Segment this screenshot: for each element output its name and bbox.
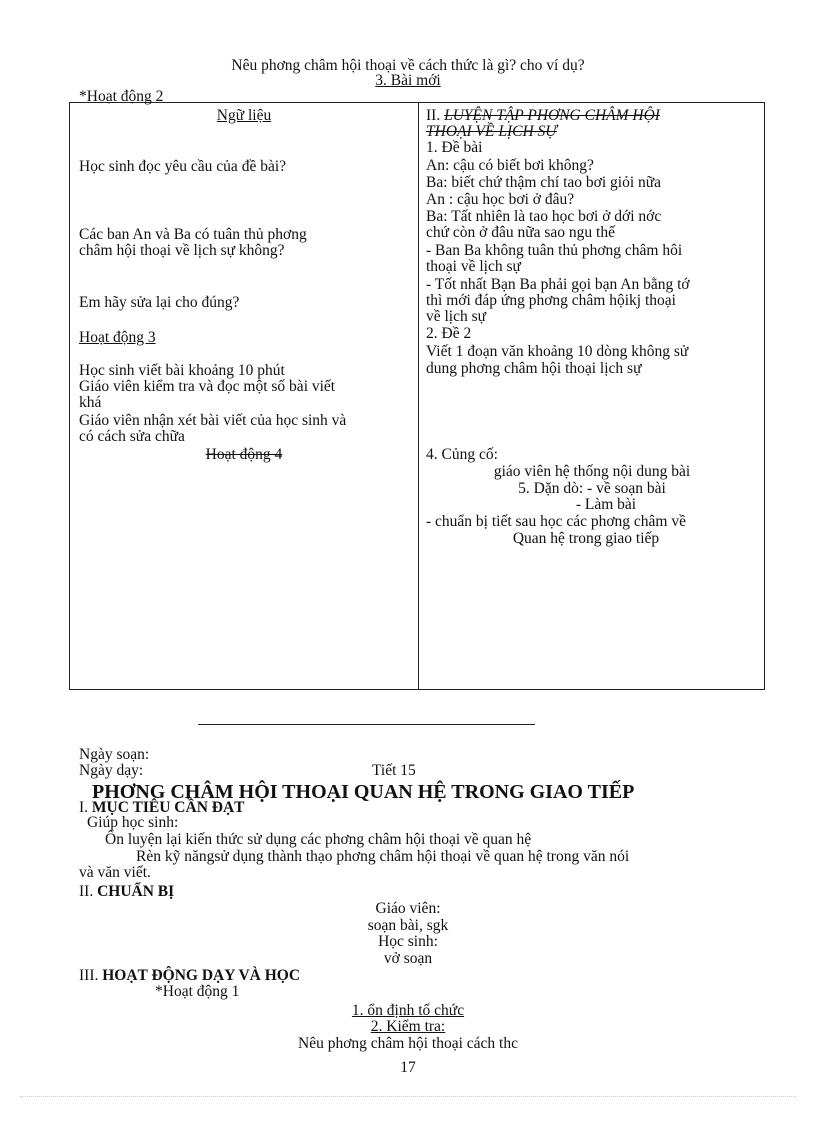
- right-line-9: - Tốt nhất Bạn Ba phải gọi bạn An bằng tớ: [426, 276, 690, 293]
- left-q2-line2: châm hội thoại về lịch sự không?: [79, 242, 285, 259]
- activity-1-label: *Hoạt động 1: [155, 983, 240, 1000]
- teacher-label: Giáo viên:: [375, 900, 441, 917]
- left-q1: Học sinh đọc yêu cầu của đề bài?: [79, 158, 287, 175]
- section-1-title: MỤC TIÊU CẦN ĐẠT: [91, 799, 245, 816]
- section-1-number: I.: [79, 799, 89, 816]
- right-line-8: thoại về lịch sự: [426, 258, 521, 275]
- right-heading-prefix: II.: [426, 107, 445, 124]
- objective-2-line2: và văn viết.: [79, 864, 151, 881]
- right-line-5: Ba: Tất nhiên là tao học bơi ở dới nớc: [426, 208, 662, 225]
- consolidation-text: giáo viên hệ thống nội dung bài: [493, 463, 691, 480]
- new-lesson-heading: 3. Bài mới: [375, 72, 441, 89]
- left-line-1: Học sinh viết bài khoảng 10 phút: [79, 362, 285, 379]
- student-items: vở soạn: [383, 950, 433, 967]
- right-line-1: 1. Đề bài: [426, 139, 483, 156]
- left-line-3: khá: [79, 394, 102, 411]
- left-line-5: có cách sửa chữa: [79, 428, 185, 445]
- right-heading-title: LUYỆN TẬP PHƠNG CHÂM HỘI: [444, 107, 660, 124]
- lesson-table: [69, 102, 765, 690]
- right-line-10: thì mới đáp ứng phơng châm hộikj thoại: [426, 292, 676, 309]
- right-line-12: 2. Đề 2: [426, 325, 472, 342]
- left-line-2: Giáo viên kiểm tra và đọc một số bài viết: [79, 378, 336, 395]
- date-taught: Ngày dạy:: [79, 762, 144, 779]
- homework-item: - Làm bài: [575, 496, 637, 513]
- right-line-13: Viết 1 đoạn văn khoảng 10 dòng không sử: [426, 343, 689, 360]
- left-heading: Ngữ liệu: [216, 107, 272, 124]
- column-divider: [418, 103, 419, 689]
- section-2-number: II.: [79, 883, 94, 900]
- section-3-title: HOẠT ĐỘNG DẠY VÀ HỌC: [102, 967, 301, 984]
- right-heading-line1: [426, 108, 660, 124]
- right-line-6: chứ còn ở đâu nữa sao ngu thế: [426, 224, 615, 241]
- teacher-items: soạn bài, sgk: [367, 917, 449, 934]
- left-q3: Em hãy sửa lại cho đúng?: [79, 294, 240, 311]
- step-1: 1. ổn định tổ chức: [351, 1002, 465, 1019]
- help-students: Giúp học sinh:: [87, 814, 179, 831]
- right-line-2: An: cậu có biết bơi không?: [426, 157, 594, 174]
- student-label: Học sinh:: [378, 933, 438, 950]
- right-line-3: Ba: biết chứ thậm chí tao bơi giỏi nữa: [426, 174, 662, 191]
- right-line-4: An : cậu học bơi ở đâu?: [426, 191, 575, 208]
- left-line-4: Giáo viên nhận xét bài viết của học sinh và: [79, 412, 347, 429]
- objective-2-line1: Rèn kỹ năngsử dụng thành thạo phơng châm hội thoại về quan hệ trong văn nói: [136, 848, 630, 865]
- right-heading-line2: THOẠI VỀ LỊCH SỰ: [426, 123, 557, 140]
- next-lesson-line1: - chuẩn bị tiết sau học các phơng châm về: [426, 513, 686, 530]
- check-question: Nêu phơng châm hội thoại cách thc: [298, 1035, 518, 1052]
- section-3: [79, 968, 300, 984]
- date-prepared: Ngày soạn:: [79, 746, 150, 763]
- review-question: Nêu phơng châm hội thoại về cách thức là gì? cho ví dụ?: [231, 57, 585, 74]
- homework-heading: 5. Dặn dò: - về soạn bài: [518, 480, 666, 497]
- left-activity-3: Hoạt động 3: [79, 329, 156, 346]
- left-activity-4: Hoạt động 4: [205, 446, 283, 463]
- section-separator: [198, 724, 535, 725]
- consolidation-heading: 4. Củng cố:: [426, 446, 498, 463]
- section-2: [79, 884, 174, 900]
- period-label: Tiết 15: [372, 762, 416, 779]
- next-lesson-line2: Quan hệ trong giao tiếp: [512, 530, 660, 547]
- right-line-11: về lịch sự: [426, 308, 487, 325]
- section-2-title: CHUẨN BỊ: [97, 883, 175, 900]
- activity-2-label: *Hoạt động 2: [79, 88, 164, 105]
- lesson-title: PHƠNG CHÂM HỘI THOẠI QUAN HỆ TRONG GIAO TIẾP: [92, 781, 635, 803]
- objective-1: Ôn luyện lại kiến thức sử dụng các phơng châm hội thoại về quan hệ: [105, 831, 532, 848]
- right-line-7: - Ban Ba không tuân thủ phơng châm hôi: [426, 242, 683, 259]
- right-line-14: dung phơng châm hội thoại lịch sự: [426, 360, 642, 377]
- section-3-number: III.: [79, 967, 99, 984]
- page-bottom-edge: [20, 1096, 796, 1097]
- page-number: 17: [400, 1059, 416, 1076]
- left-q2-line1: Các ban An và Ba có tuân thủ phơng: [79, 226, 307, 243]
- step-2: 2. Kiểm tra:: [370, 1018, 446, 1035]
